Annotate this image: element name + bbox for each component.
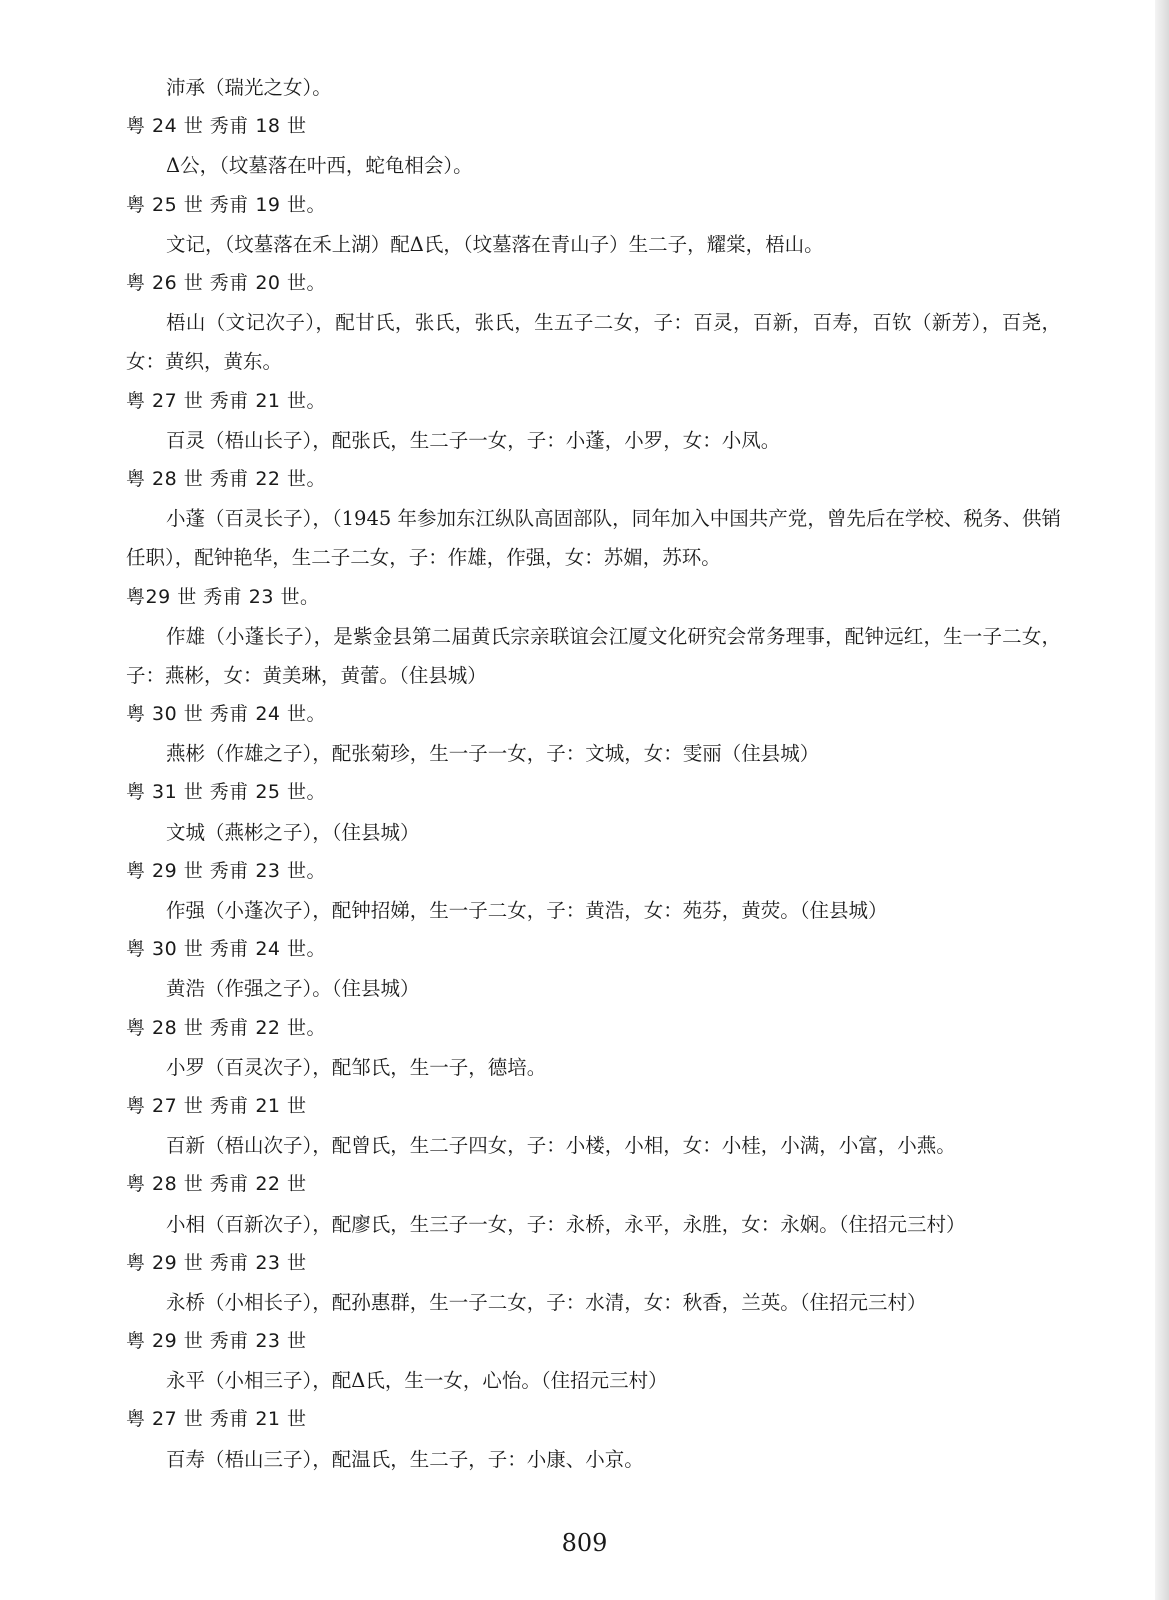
page-edge-shadow (1155, 0, 1169, 1600)
genealogy-entry: 文城（燕彬之子），（住县城） (166, 820, 420, 844)
genealogy-entry: 小相（百新次子），配廖氏，生三子一女，子：永桥，永平，永胜，女：永娴。（住招元三村） (166, 1212, 966, 1236)
genealogy-entry: 小蓬（百灵长子），（1945 年参加东江纵队高固部队，同年加入中国共产党，曾先后在学校、税务、供销任职），配钟艳华，生二子二女，子：作雄，作强，女：苏媚，苏环。 (126, 507, 1061, 570)
generation-heading: 粤29 世 秀甫 23 世。 (126, 585, 320, 608)
genealogy-entry: 燕彬（作雄之子），配张菊珍，生一子一女，子：文城，女：雯丽（住县城） (166, 742, 820, 766)
genealogy-entry: 作强（小蓬次子），配钟招娣，生一子二女，子：黄浩，女：苑芬，黄荧。（住县城） (166, 899, 888, 923)
genealogy-entry: 黄浩（作强之子）。（住县城） (166, 977, 420, 1001)
genealogy-entry: 沛承（瑞光之女）。 (166, 76, 332, 99)
generation-heading: 粤 29 世 秀甫 23 世 (126, 1251, 307, 1274)
generation-heading: 粤 29 世 秀甫 23 世 (126, 1330, 307, 1353)
genealogy-entry: Δ公，（坟墓落在叶西，蛇龟相会）。 (166, 154, 473, 178)
genealogy-entry: 梧山（文记次子），配甘氏，张氏，张氏，生五子二女，子：百灵，百新，百寿，百钦（新芳），百尧，女：黄织，黄东。 (126, 311, 1061, 374)
generation-heading: 粤 30 世 秀甫 24 世。 (126, 703, 327, 726)
genealogy-text-body (126, 68, 1061, 1479)
genealogy-entry: 永平（小相三子），配Δ氏，生一女，心怡。（住招元三村） (166, 1369, 668, 1393)
page-number: 809 (561, 1529, 608, 1557)
genealogy-entry: 作雄（小蓬长子），是紫金县第二届黄氏宗亲联谊会江厦文化研究会常务理事，配钟远红，生一子二女，子：燕彬，女：黄美琳，黄蕾。（住县城） (126, 624, 1061, 687)
generation-heading: 粤 27 世 秀甫 21 世。 (126, 389, 327, 412)
generation-heading: 粤 25 世 秀甫 19 世。 (126, 193, 327, 216)
genealogy-entry: 百灵（梧山长子），配张氏，生二子一女，子：小蓬，小罗，女：小凤。 (166, 428, 781, 452)
generation-heading: 粤 31 世 秀甫 25 世。 (126, 781, 327, 804)
genealogy-entry: 百新（梧山次子），配曾氏，生二子四女，子：小楼，小相，女：小桂，小满，小富，小燕。 (166, 1134, 956, 1158)
generation-heading: 粤 26 世 秀甫 20 世。 (126, 271, 327, 294)
generation-heading: 粤 29 世 秀甫 23 世。 (126, 859, 327, 882)
generation-heading: 粤 28 世 秀甫 22 世 (126, 1173, 307, 1196)
generation-heading: 粤 28 世 秀甫 22 世。 (126, 467, 327, 490)
generation-heading: 粤 24 世 秀甫 18 世 (126, 115, 307, 138)
generation-heading: 粤 30 世 秀甫 24 世。 (126, 938, 327, 961)
genealogy-entry: 永桥（小相长子），配孙惠群，生一子二女，子：水清，女：秋香，兰英。（住招元三村） (166, 1290, 927, 1314)
generation-heading: 粤 27 世 秀甫 21 世 (126, 1408, 307, 1431)
generation-heading: 粤 27 世 秀甫 21 世 (126, 1094, 307, 1117)
genealogy-entry: 小罗（百灵次子），配邹氏，生一子，德培。 (166, 1055, 547, 1079)
genealogy-entry: 百寿（梧山三子），配温氏，生二子，子：小康、小京。 (166, 1447, 644, 1471)
genealogy-entry: 文记，（坟墓落在禾上湖）配Δ氏，（坟墓落在青山子）生二子，耀棠，梧山。 (166, 232, 824, 256)
generation-heading: 粤 28 世 秀甫 22 世。 (126, 1016, 327, 1039)
